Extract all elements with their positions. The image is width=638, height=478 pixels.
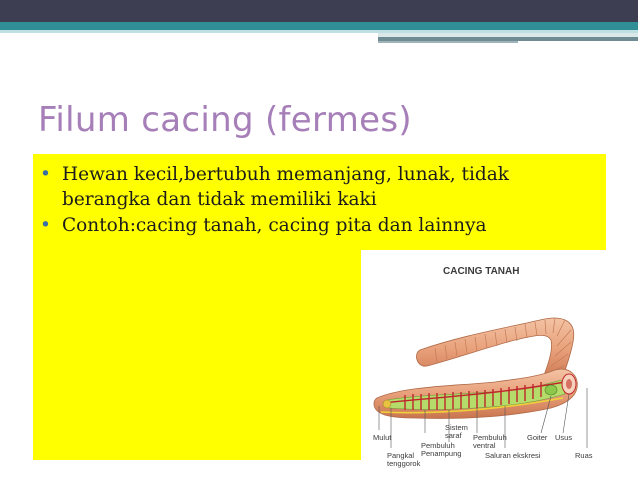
label-ruas: Ruas bbox=[575, 451, 593, 460]
label-goiter: Goiter bbox=[527, 433, 548, 442]
label-pembuluh-ventral-2: ventral bbox=[473, 441, 496, 450]
cross-section-core bbox=[566, 379, 572, 389]
bullet-item bbox=[40, 162, 600, 212]
bullet-dot-icon: • bbox=[40, 215, 51, 236]
label-sistem-saraf-2: saraf bbox=[445, 431, 462, 440]
label-pembuluh-penampung-2: Penampung bbox=[421, 449, 462, 458]
figure-title: CACING TANAH bbox=[443, 266, 520, 277]
bullet-dot-icon: • bbox=[40, 164, 51, 185]
label-sistem-saraf-1: Sistem bbox=[445, 423, 468, 432]
slide-title: Filum cacing (fermes) bbox=[38, 100, 412, 140]
header-teal-band bbox=[0, 22, 638, 30]
bullet-item bbox=[40, 213, 600, 238]
bullet-text: Hewan kecil,bertubuh memanjang, lunak, tidak berangka dan tidak memiliki kaki bbox=[62, 164, 509, 210]
goiter-organ bbox=[545, 385, 557, 395]
worm-head-ganglion bbox=[383, 400, 391, 408]
header-bar bbox=[0, 0, 638, 22]
label-pembuluh-penampung-1: Pembuluh bbox=[421, 441, 455, 450]
highlight-box-left bbox=[33, 250, 361, 460]
bullet-list bbox=[40, 162, 600, 239]
label-saluran-ekskresi: Saluran ekskresi bbox=[485, 451, 541, 460]
label-pangkal-tenggorok-1: Pangkal bbox=[387, 451, 415, 460]
label-pembuluh-ventral-1: Pembuluh bbox=[473, 433, 507, 442]
label-mulut: Mulut bbox=[373, 433, 392, 442]
earthworm-figure bbox=[365, 258, 600, 473]
header-accent-line bbox=[378, 41, 518, 43]
label-pangkal-tenggorok-2: tenggorok bbox=[387, 459, 421, 468]
label-usus: Usus bbox=[555, 433, 573, 442]
bullet-text: Contoh:cacing tanah, cacing pita dan lainnya bbox=[62, 215, 487, 236]
